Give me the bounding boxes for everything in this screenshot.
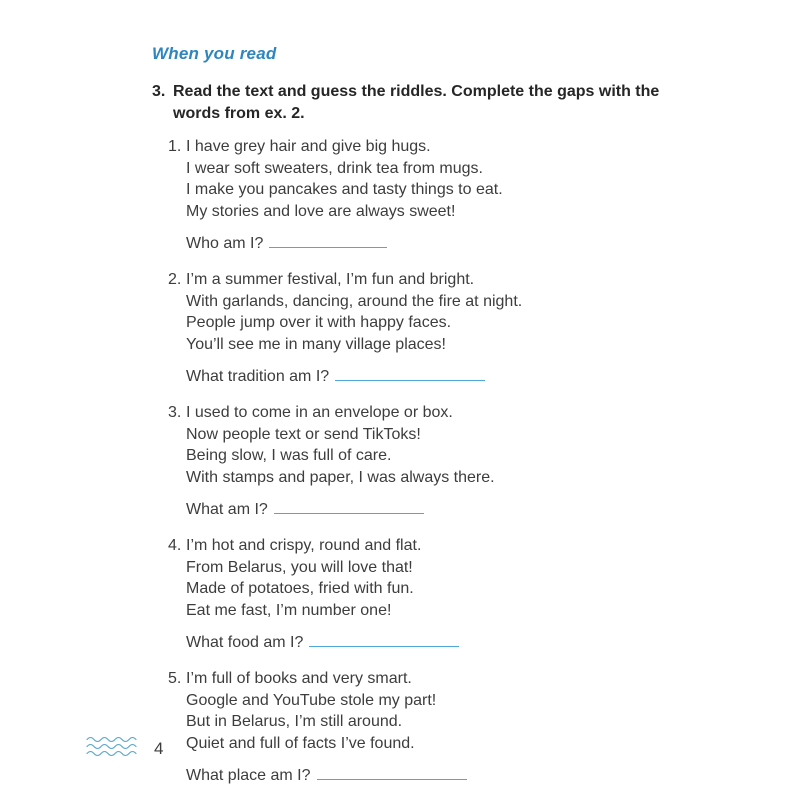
riddle-line: Google and YouTube stole my part! [186, 691, 437, 709]
riddle-head [168, 668, 692, 754]
riddle-item [168, 535, 692, 654]
riddle-line: I’m a summer festival, I’m fun and bright. [186, 271, 475, 288]
riddle-line: I used to come in an envelope or box. [186, 404, 453, 421]
riddle-question: Who am I? [186, 235, 264, 252]
riddle-line: With garlands, dancing, around the fire at night. [186, 292, 523, 310]
riddle-number: 2. [168, 271, 182, 288]
riddle-line: My stories and love are always sweet! [186, 202, 456, 220]
exercise-instruction-text: Read the text and guess the riddles. Complete the gaps with the words from ex. 2. [173, 83, 660, 122]
riddle-lines [186, 535, 421, 621]
page-content [152, 44, 692, 800]
riddle-head [168, 269, 692, 355]
riddle-line: With stamps and paper, I was always there. [186, 468, 495, 486]
answer-blank[interactable] [317, 766, 467, 780]
riddle-item [168, 668, 692, 787]
riddle-question: What food am I? [186, 634, 304, 651]
riddle-question-row [186, 632, 692, 654]
riddle-lines [186, 269, 522, 355]
riddle-number: 5. [168, 670, 182, 687]
section-heading: When you read [152, 44, 277, 63]
riddle-question-row [186, 765, 692, 787]
riddle-lines [186, 136, 503, 222]
riddle-line: I’m hot and crispy, round and flat. [186, 537, 422, 554]
page-footer [85, 735, 163, 763]
riddle-question-row [186, 366, 692, 388]
page-number: 4 [154, 739, 164, 758]
riddle-lines [186, 668, 436, 754]
riddle-head [168, 402, 692, 488]
riddle-item [168, 136, 692, 255]
riddle-item [168, 402, 692, 521]
riddle-line: But in Belarus, I’m still around. [186, 713, 403, 730]
riddle-line: From Belarus, you will love that! [186, 558, 413, 576]
riddle-line: Eat me fast, I’m number one! [186, 601, 392, 619]
riddle-number: 3. [168, 404, 182, 421]
answer-blank[interactable] [274, 500, 424, 514]
answer-blank[interactable] [269, 234, 387, 248]
exercise-instruction [152, 81, 692, 125]
riddle-item [168, 269, 692, 388]
exercise-number: 3. [152, 83, 166, 100]
riddle-lines [186, 402, 495, 488]
riddle-line: I make you pancakes and tasty things to eat. [186, 181, 503, 198]
riddle-line: I have grey hair and give big hugs. [186, 138, 431, 155]
riddle-line: Made of potatoes, fried with fun. [186, 580, 414, 597]
riddle-question: What tradition am I? [186, 368, 330, 385]
answer-blank[interactable] [335, 367, 485, 381]
riddle-line: I wear soft sweaters, drink tea from mugs. [186, 159, 483, 177]
riddle-line: Quiet and full of facts I’ve found. [186, 734, 415, 752]
riddle-line: People jump over it with happy faces. [186, 314, 452, 331]
riddle-line: You’ll see me in many village places! [186, 335, 446, 353]
riddle-question: What place am I? [186, 767, 311, 784]
riddle-question-row [186, 499, 692, 521]
riddle-question-row [186, 233, 692, 255]
riddle-question: What am I? [186, 501, 268, 518]
riddle-line: Now people text or send TikToks! [186, 425, 421, 443]
riddle-head [168, 535, 692, 621]
waves-icon [85, 735, 143, 763]
riddle-line: I’m full of books and very smart. [186, 670, 412, 687]
answer-blank[interactable] [309, 633, 459, 647]
riddle-number: 4. [168, 537, 182, 554]
riddles-list [168, 136, 692, 787]
riddle-number: 1. [168, 138, 182, 155]
riddle-line: Being slow, I was full of care. [186, 447, 392, 464]
riddle-head [168, 136, 692, 222]
